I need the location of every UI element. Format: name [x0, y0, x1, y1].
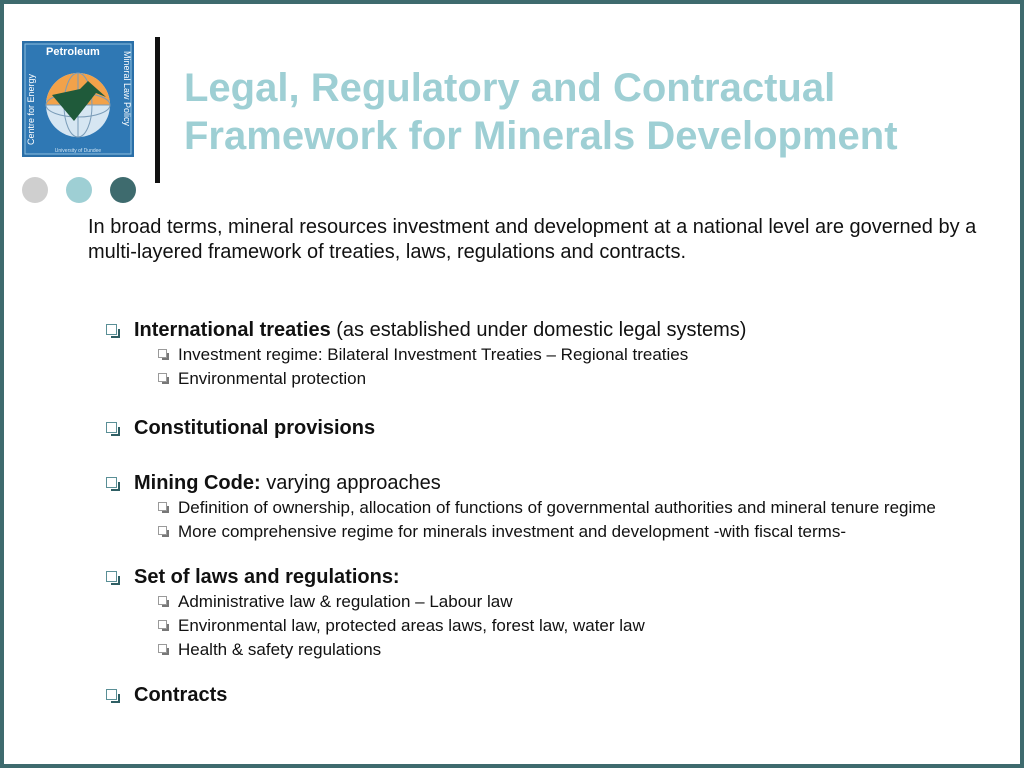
dot-gray — [22, 177, 48, 203]
logo-left-text: Centre for Energy — [26, 73, 36, 145]
sub-bullet-text: Investment regime: Bilateral Investment Treaties – Regional treaties — [178, 345, 689, 364]
sub-bullet-text: Definition of ownership, allocation of functions of governmental authorities and mineral tenure regime — [178, 498, 936, 517]
sub-bullet-environmental-protection — [156, 369, 984, 389]
sub-bullet-text: Administrative law & regulation – Labour law — [178, 592, 513, 611]
sub-bullet-text: Environmental protection — [178, 369, 367, 388]
logo-bottom-text: University of Dundee — [54, 148, 102, 154]
bullet-detail: varying approaches — [260, 472, 441, 494]
square-bullet-icon — [158, 526, 167, 535]
bullet-laws-and-regulations — [104, 564, 984, 660]
square-bullet-icon — [106, 571, 117, 582]
bullet-heading: Contracts — [134, 684, 228, 706]
square-bullet-icon — [158, 349, 167, 358]
sub-bullet-text: Health & safety regulations — [178, 640, 382, 659]
square-bullet-icon — [106, 689, 117, 700]
square-bullet-icon — [158, 620, 167, 629]
square-bullet-icon — [158, 596, 167, 605]
sub-bullet-administrative-law — [156, 592, 984, 612]
square-bullet-icon — [106, 422, 117, 433]
bullet-heading: Mining Code: — [134, 472, 261, 494]
bullet-list — [104, 317, 984, 708]
sub-bullet-text: More comprehensive regime for minerals investment and development -with fiscal terms- — [178, 522, 846, 541]
bullet-constitutional-provisions — [104, 415, 984, 441]
title-divider-bar — [155, 37, 160, 183]
square-bullet-icon — [106, 477, 117, 488]
sub-bullet-environmental-law — [156, 616, 984, 636]
bullet-heading: International treaties — [134, 319, 331, 341]
square-bullet-icon — [158, 644, 167, 653]
square-bullet-icon — [106, 324, 117, 335]
intro-paragraph: In broad terms, mineral resources investment and development at a national level are governed by a multi-layered framework of treaties, laws, regulations and contracts. — [88, 216, 977, 263]
sub-bullet-comprehensive-regime — [156, 522, 984, 542]
logo-right-text: Mineral Law Policy — [122, 51, 132, 127]
bullet-international-treaties — [104, 317, 984, 389]
title-line-2: Framework for Minerals Development — [184, 114, 898, 158]
bullet-contracts — [104, 682, 984, 708]
logo-top-text: Petroleum — [46, 46, 100, 58]
sub-bullet-health-safety — [156, 640, 984, 660]
sub-bullet-text: Environmental law, protected areas laws, forest law, water law — [178, 616, 645, 635]
dot-dark-teal — [110, 177, 136, 203]
square-bullet-icon — [158, 502, 167, 511]
bullet-mining-code — [104, 470, 984, 542]
square-bullet-icon — [158, 373, 167, 382]
slide-title — [184, 64, 1004, 160]
bullet-heading: Constitutional provisions — [134, 417, 376, 439]
title-line-1: Legal, Regulatory and Contractual — [184, 66, 836, 110]
bullet-heading: Set of laws and regulations: — [134, 566, 400, 588]
sub-bullet-investment-regime — [156, 345, 984, 365]
petroleum-mineral-law-logo — [22, 41, 134, 157]
bullet-detail: (as established under domestic legal systems) — [330, 319, 747, 341]
dot-light-teal — [66, 177, 92, 203]
sub-bullet-definition-of-ownership — [156, 498, 984, 518]
